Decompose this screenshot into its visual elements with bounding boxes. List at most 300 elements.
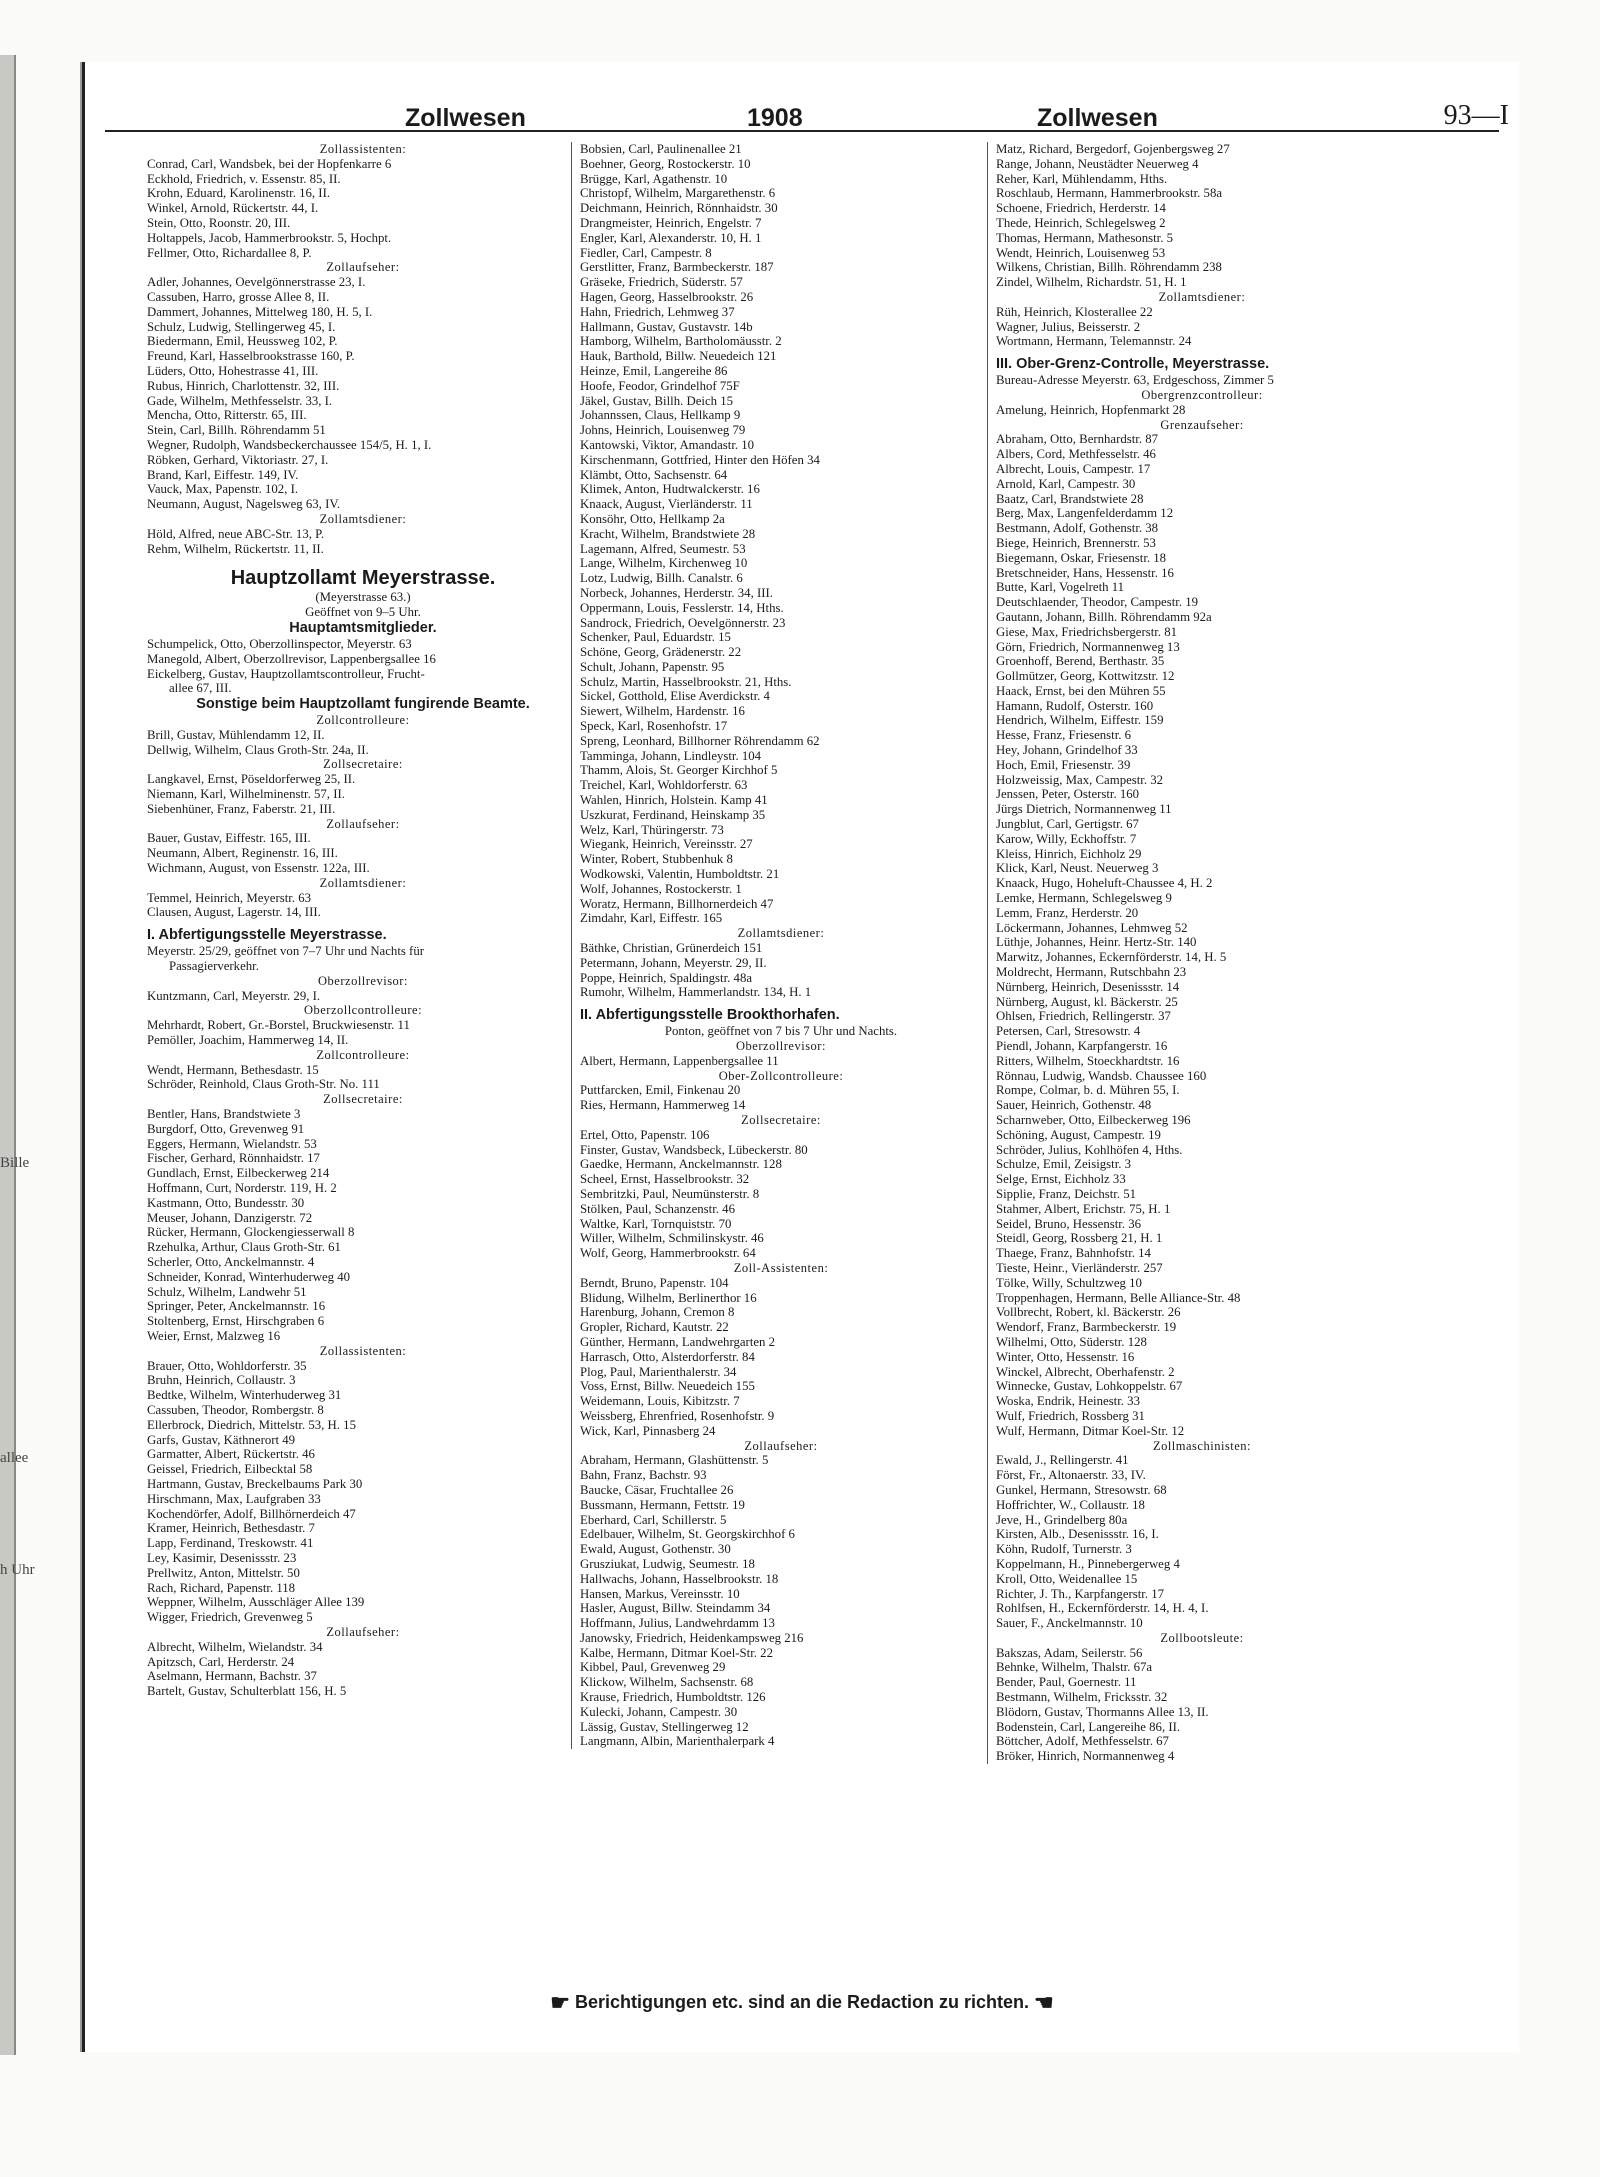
directory-entry: Richter, J. Th., Karpfangerstr. 17 — [996, 1586, 1165, 1601]
office-heading: Hauptzollamt Meyerstrasse. — [230, 567, 496, 590]
directory-entry: Bahn, Franz, Bachstr. 93 — [580, 1468, 707, 1483]
directory-entry: Sembritzki, Paul, Neumünsterstr. 8 — [580, 1186, 760, 1201]
directory-entry: Gautann, Johann, Billh. Röhrendamm 92a — [996, 609, 1212, 624]
office-note: Geöffnet von 9–5 Uhr. — [305, 605, 421, 620]
directory-entry: Jeve, H., Grindelberg 80a — [996, 1512, 1128, 1527]
directory-entry: Behnke, Wilhelm, Thalstr. 67a — [996, 1660, 1153, 1675]
section-subheading: Zollassistenten: — [319, 142, 407, 156]
directory-entry: Wulf, Hermann, Ditmar Koel-Str. 12 — [996, 1423, 1185, 1438]
directory-entry: Kramer, Heinrich, Bethesdastr. 7 — [147, 1521, 315, 1536]
directory-entry: Klimek, Anton, Hudtwalckerstr. 16 — [580, 482, 760, 497]
directory-entry: Bureau-Adresse Meyerstr. 63, Erdgeschoss, Zimmer 5 — [996, 373, 1274, 388]
directory-entry: Piendl, Johann, Karpfangerstr. 16 — [996, 1039, 1168, 1054]
directory-entry: Schröder, Julius, Kohlhöfen 4, Hths. — [996, 1142, 1183, 1157]
directory-entry: Dammert, Johannes, Mittelweg 180, H. 5, I. — [147, 304, 373, 319]
directory-entry: Sickel, Gotthold, Elise Averdickstr. 4 — [580, 689, 770, 704]
directory-entry: Adler, Johannes, Oevelgönnerstrasse 23, I. — [147, 275, 366, 290]
footer-note — [85, 1990, 1519, 2016]
directory-entry: Bodenstein, Carl, Langereihe 86, II. — [996, 1719, 1181, 1734]
directory-entry: Wolf, Georg, Hammerbrookstr. 64 — [580, 1246, 756, 1261]
section-subheading: Ober-Zollcontrolleure: — [718, 1068, 844, 1083]
directory-entry: Berndt, Bruno, Papenstr. 104 — [580, 1275, 729, 1290]
directory-entry: Eickelberg, Gustav, Hauptzollamtscontrolleur, Frucht- — [147, 666, 425, 681]
directory-entry: Schöning, August, Campestr. 19 — [996, 1127, 1161, 1142]
directory-entry: Lapp, Ferdinand, Treskowstr. 41 — [147, 1536, 314, 1551]
directory-entry: Ellerbrock, Diedrich, Mittelstr. 53, H. 15 — [147, 1417, 356, 1432]
directory-entry: Johannssen, Claus, Hellkamp 9 — [580, 408, 741, 423]
directory-entry: Fischer, Gerhard, Rönnhaidstr. 17 — [147, 1151, 320, 1166]
directory-entry: Mehrhardt, Robert, Gr.-Borstel, Bruckwiesenstr. 11 — [147, 1018, 410, 1033]
directory-entry: Thomas, Hermann, Mathesonstr. 5 — [996, 230, 1173, 245]
directory-entry: Clausen, August, Lagerstr. 14, III. — [147, 905, 321, 920]
directory-entry: Langmann, Albin, Marienthalerpark 4 — [580, 1734, 775, 1749]
directory-entry: Sipplie, Franz, Deichstr. 51 — [996, 1186, 1137, 1201]
directory-entry: Knaack, August, Vierländerstr. 11 — [580, 497, 753, 512]
directory-entry: Troppenhagen, Hermann, Belle Alliance-Str. 48 — [996, 1290, 1241, 1305]
directory-entry: Wegner, Rudolph, Wandsbeckerchaussee 154/5, H. 1, I. — [147, 437, 432, 452]
directory-entry: Ritters, Wilhelm, Stoeckhardtstr. 16 — [996, 1053, 1180, 1068]
section-subheading: Zollamtsdiener: — [1158, 289, 1246, 304]
directory-entry: Lotz, Ludwig, Billh. Canalstr. 6 — [580, 571, 743, 586]
directory-entry: Rohlfsen, H., Eckernförderstr. 14, H. 4, I. — [996, 1601, 1209, 1616]
group-heading: Sonstige beim Hauptzollamt fungirende Beamte. — [196, 696, 530, 713]
directory-entry: Bedtke, Wilhelm, Winterhuderweg 31 — [147, 1388, 342, 1403]
directory-entry: Cassuben, Theodor, Rombergstr. 8 — [147, 1402, 324, 1417]
directory-entry: Schneider, Konrad, Winterhuderweg 40 — [147, 1269, 351, 1284]
directory-entry: Norbeck, Johannes, Herderstr. 34, III. — [580, 585, 773, 600]
directory-entry: Kantowski, Viktor, Amandastr. 10 — [580, 437, 755, 452]
directory-entry: Langkavel, Ernst, Pöseldorferweg 25, II. — [147, 772, 356, 787]
directory-entry: Amelung, Heinrich, Hopfenmarkt 28 — [996, 402, 1186, 417]
directory-entry: Kroll, Otto, Weidenallee 15 — [996, 1571, 1138, 1586]
directory-entry: Voss, Ernst, Billw. Neuedeich 155 — [580, 1379, 755, 1394]
directory-entry: Nürnberg, Heinrich, Desenissstr. 14 — [996, 979, 1180, 994]
directory-entry: Stein, Otto, Roonstr. 20, III. — [147, 215, 291, 230]
directory-entry: Ewald, J., Rellingerstr. 41 — [996, 1453, 1129, 1468]
directory-entry: Winter, Otto, Hessenstr. 16 — [996, 1349, 1135, 1364]
directory-entry: Stölken, Paul, Schanzenstr. 46 — [580, 1201, 735, 1216]
directory-entry: Brand, Karl, Eiffestr. 149, IV. — [147, 467, 299, 482]
section-subheading: Zollsecretaire: — [741, 1113, 821, 1127]
directory-entry: Moldrecht, Hermann, Rutschbahn 23 — [996, 965, 1187, 980]
directory-entry: Wigger, Friedrich, Grevenweg 5 — [147, 1610, 313, 1625]
directory-entry: Grusziukat, Ludwig, Seumestr. 18 — [580, 1556, 755, 1571]
directory-entry: Arnold, Karl, Campestr. 30 — [996, 476, 1136, 491]
directory-entry: Blödorn, Gustav, Thormanns Allee 13, II. — [996, 1704, 1209, 1719]
directory-entry: Gade, Wilhelm, Methfesselstr. 33, I. — [147, 393, 333, 408]
directory-entry: Thede, Heinrich, Schlegelsweg 2 — [996, 215, 1166, 230]
directory-entry: Hallwachs, Johann, Hasselbrookstr. 18 — [580, 1571, 779, 1586]
section-subheading: Zollaufseher: — [326, 816, 400, 831]
column-1 — [147, 142, 579, 1699]
directory-entry: Röbken, Gerhard, Viktoriastr. 27, I. — [147, 452, 329, 467]
directory-entry: Ertel, Otto, Papenstr. 106 — [580, 1127, 710, 1142]
directory-entry: Weissberg, Ehrenfried, Rosenhofstr. 9 — [580, 1408, 775, 1423]
directory-entry: Baucke, Cäsar, Fruchtallee 26 — [580, 1482, 734, 1497]
directory-entry: Thamm, Alois, St. Georger Kirchhof 5 — [580, 763, 778, 778]
directory-entry: Karow, Willy, Eckhoffstr. 7 — [996, 831, 1137, 846]
directory-entry: Janowsky, Friedrich, Heidenkampsweg 216 — [580, 1630, 804, 1645]
directory-entry: Sauer, Heinrich, Gothenstr. 48 — [996, 1098, 1152, 1113]
directory-entry: Ewald, August, Gothenstr. 30 — [580, 1542, 731, 1557]
header-year: 1908 — [747, 104, 803, 132]
directory-entry: Marwitz, Johannes, Eckernförderstr. 14, H. 5 — [996, 950, 1227, 965]
section-subheading: Zollsecretaire: — [323, 1092, 403, 1107]
directory-entry: Schulz, Martin, Hasselbrookstr. 21, Hths. — [580, 674, 792, 689]
directory-entry: Baatz, Carl, Brandstwiete 28 — [996, 491, 1144, 506]
section-subheading: Zollamtsdiener: — [737, 926, 825, 941]
directory-entry: Brügge, Karl, Agathenstr. 10 — [580, 171, 728, 186]
directory-entry: Manegold, Albert, Oberzollrevisor, Lappenbergsallee 16 — [147, 651, 436, 666]
directory-entry: Range, Johann, Neustädter Neuerweg 4 — [996, 156, 1199, 171]
directory-entry: Blidung, Wilhelm, Berlinerthor 16 — [580, 1290, 757, 1305]
directory-entry: Lemm, Franz, Herderstr. 20 — [996, 905, 1139, 920]
directory-entry: Stein, Carl, Billh. Röhrendamm 51 — [147, 423, 326, 438]
directory-entry: Bruhn, Heinrich, Collaustr. 3 — [147, 1373, 296, 1388]
directory-entry: Tölke, Willy, Schultzweg 10 — [996, 1275, 1142, 1290]
directory-entry: Woska, Endrik, Heinestr. 33 — [996, 1394, 1140, 1409]
directory-entry: Waltke, Karl, Tornquiststr. 70 — [580, 1216, 732, 1231]
directory-entry: Apitzsch, Carl, Herderstr. 24 — [147, 1654, 295, 1669]
directory-entry: Prellwitz, Anton, Mittelstr. 50 — [147, 1565, 300, 1580]
footer-text: Berichtigungen etc. sind an die Redaction zu richten. — [574, 1991, 1030, 2012]
directory-entry: Haack, Ernst, bei den Mühren 55 — [996, 683, 1166, 698]
directory-entry: Kuntzmann, Carl, Meyerstr. 29, I. — [147, 988, 321, 1003]
directory-entry: Meuser, Johann, Danzigerstr. 72 — [147, 1210, 313, 1225]
directory-entry: Mencha, Otto, Ritterstr. 65, III. — [147, 408, 307, 423]
directory-entry: Winkel, Arnold, Rückertstr. 44, I. — [147, 201, 319, 216]
section-subheading: Oberzollrevisor: — [736, 1039, 826, 1054]
directory-entry: Hesse, Franz, Friesenstr. 6 — [996, 728, 1132, 743]
directory-entry: Brauer, Otto, Wohldorferstr. 35 — [147, 1358, 307, 1373]
directory-entry: Hartmann, Gustav, Breckelbaums Park 30 — [147, 1476, 363, 1491]
directory-entry: Kulecki, Johann, Campestr. 30 — [580, 1704, 738, 1719]
directory-entry: Hamann, Rudolf, Osterstr. 160 — [996, 698, 1154, 713]
directory-entry: Schoene, Friedrich, Herderstr. 14 — [996, 201, 1166, 216]
directory-entry: Lemke, Hermann, Schlegelsweg 9 — [996, 891, 1172, 906]
directory-entry: Gropler, Richard, Kautstr. 22 — [580, 1320, 729, 1335]
directory-entry: Gundlach, Ernst, Eilbeckerweg 214 — [147, 1166, 330, 1181]
directory-entry: Wendt, Heinrich, Louisenweg 53 — [996, 245, 1166, 260]
directory-entry: Rach, Richard, Papenstr. 118 — [147, 1580, 296, 1595]
directory-entry: Hoch, Emil, Friesenstr. 39 — [996, 757, 1131, 772]
directory-entry: Garmatter, Albert, Rückertstr. 46 — [147, 1447, 315, 1462]
directory-entry: Rönnau, Ludwig, Wandsb. Chaussee 160 — [996, 1068, 1207, 1083]
directory-entry: Hamborg, Wilhelm, Bartholomäusstr. 2 — [580, 334, 782, 349]
directory-entry: Winnecke, Gustav, Lohkoppelstr. 67 — [996, 1379, 1183, 1394]
directory-entry: allee 67, III. — [169, 681, 232, 696]
group-heading: Hauptamtsmitglieder. — [289, 619, 437, 636]
directory-entry: Niemann, Karl, Wilhelminenstr. 57, II. — [147, 787, 345, 802]
section-subheading: Zollassistenten: — [319, 1343, 407, 1358]
directory-entry: Bussmann, Hermann, Fettstr. 19 — [580, 1497, 745, 1512]
directory-entry: Seidel, Bruno, Hessenstr. 36 — [996, 1216, 1142, 1231]
directory-entry: Scheel, Ernst, Hasselbrookstr. 32 — [580, 1172, 750, 1187]
directory-entry: Wendorf, Franz, Barmbeckerstr. 19 — [996, 1320, 1177, 1335]
directory-entry: Kochendörfer, Adolf, Billhörnerdeich 47 — [147, 1506, 356, 1521]
directory-entry: Treichel, Karl, Wohldorferstr. 63 — [580, 778, 748, 793]
directory-entry: Nürnberg, August, kl. Bäckerstr. 25 — [996, 994, 1178, 1009]
directory-entry: Hoffmann, Julius, Landwehrdamm 13 — [580, 1616, 775, 1631]
directory-entry: Rubus, Hinrich, Charlottenstr. 32, III. — [147, 378, 340, 393]
directory-entry: Gerstlitter, Franz, Barmbeckerstr. 187 — [580, 260, 774, 275]
pointing-hand-icon: ☛ — [550, 1990, 570, 2015]
directory-entry: Wendt, Hermann, Bethesdastr. 15 — [147, 1062, 319, 1077]
directory-entry: Drangmeister, Heinrich, Engelstr. 7 — [580, 215, 762, 230]
directory-entry: Eggers, Hermann, Wielandstr. 53 — [147, 1136, 317, 1151]
directory-entry: Biege, Heinrich, Brennerstr. 53 — [996, 535, 1156, 550]
directory-entry: Knaack, Hugo, Hoheluft-Chaussee 4, H. 2 — [996, 876, 1213, 891]
directory-entry: Uszkurat, Ferdinand, Heinskamp 35 — [580, 807, 766, 822]
header-rule — [105, 130, 1499, 132]
directory-entry: Hagen, Georg, Hasselbrookstr. 26 — [580, 289, 754, 304]
directory-entry: Zindel, Wilhelm, Richardstr. 51, H. 1 — [996, 275, 1187, 290]
section-subheading: Grenzaufseher: — [1160, 417, 1244, 432]
directory-entry: Scharnweber, Otto, Eilbeckerweg 196 — [996, 1113, 1191, 1127]
directory-entry: Rücker, Hermann, Glockengiesserwall 8 — [147, 1225, 355, 1240]
directory-page — [82, 62, 1519, 2052]
directory-entry: Bestmann, Wilhelm, Fricksstr. 32 — [996, 1690, 1168, 1705]
section-subheading: Zoll-Assistenten: — [733, 1260, 829, 1275]
directory-entry: Engler, Karl, Alexanderstr. 10, H. 1 — [580, 230, 762, 245]
directory-entry: Bartelt, Gustav, Schulterblatt 156, H. 5 — [147, 1684, 347, 1699]
directory-entry: Kleiss, Hinrich, Eichholz 29 — [996, 846, 1142, 861]
directory-entry: Wichmann, August, von Essenstr. 122a, III. — [147, 861, 370, 876]
directory-entry: Meyerstr. 25/29, geöffnet von 7–7 Uhr und Nachts für — [147, 944, 424, 959]
directory-entry: Schenker, Paul, Eduardstr. 15 — [580, 630, 731, 645]
directory-entry: Freund, Karl, Hasselbrookstrasse 160, P. — [147, 349, 355, 364]
directory-entry: Hasler, August, Billw. Steindamm 34 — [580, 1601, 771, 1616]
directory-entry: Petermann, Johann, Meyerstr. 29, II. — [580, 955, 767, 970]
directory-entry: Harrasch, Otto, Alsterdorferstr. 84 — [580, 1349, 755, 1364]
page-header — [85, 82, 1519, 142]
directory-entry: Rompe, Colmar, b. d. Mühren 55, I. — [996, 1083, 1180, 1098]
directory-entry: Passagierverkehr. — [169, 959, 259, 974]
directory-entry: Pemöller, Joachim, Hammerweg 14, II. — [147, 1033, 349, 1048]
directory-entry: Schulz, Ludwig, Stellingerweg 45, I. — [147, 319, 336, 334]
directory-entry: Bretschneider, Hans, Hessenstr. 16 — [996, 565, 1174, 580]
directory-entry: Kirschenmann, Gottfried, Hinter den Höfen 34 — [580, 452, 820, 467]
directory-entry: Lüders, Otto, Hohestrasse 41, III. — [147, 363, 319, 378]
directory-entry: Poppe, Heinrich, Spaldingstr. 48a — [580, 970, 753, 985]
station-heading: III. Ober-Grenz-Controlle, Meyerstrasse. — [996, 356, 1270, 373]
section-subheading: Zollaufseher: — [326, 260, 400, 275]
directory-entry: Geissel, Friedrich, Eilbecktal 58 — [147, 1462, 313, 1477]
directory-entry: Wiegank, Heinrich, Vereinsstr. 27 — [580, 837, 753, 852]
directory-entry: Hoffrichter, W., Collaustr. 18 — [996, 1497, 1145, 1512]
directory-entry: Wagner, Julius, Beisserstr. 2 — [996, 319, 1141, 334]
directory-entry: Höld, Alfred, neue ABC-Str. 13, P. — [147, 526, 325, 541]
directory-entry: Boehner, Georg, Rostockerstr. 10 — [580, 156, 751, 171]
section-subheading: Zollaufseher: — [326, 1624, 400, 1639]
section-subheading: Zollcontrolleure: — [316, 1047, 410, 1062]
directory-entry: Abraham, Hermann, Glashüttenstr. 5 — [580, 1453, 769, 1468]
directory-entry: Sauer, F., Anckelmannstr. 10 — [996, 1616, 1143, 1631]
directory-entry: Groenhoff, Berend, Berthastr. 35 — [996, 654, 1165, 669]
section-subheading: Zollcontrolleure: — [316, 713, 410, 728]
directory-entry: Albers, Cord, Methfesselstr. 46 — [996, 447, 1156, 462]
directory-entry: Hoofe, Feodor, Grindelhof 75F — [580, 378, 740, 393]
directory-entry: Aselmann, Hermann, Bachstr. 37 — [147, 1669, 317, 1684]
directory-entry: Woratz, Hermann, Billhornerdeich 47 — [580, 896, 774, 911]
directory-entry: Tamminga, Johann, Lindleystr. 104 — [580, 748, 762, 763]
directory-entry: Bentler, Hans, Brandstwiete 3 — [147, 1107, 301, 1122]
directory-entry: Willer, Wilhelm, Schmilinskystr. 46 — [580, 1231, 764, 1246]
section-subheading: Oberzollcontrolleure: — [303, 1003, 423, 1018]
directory-entry: Holzweissig, Max, Campestr. 32 — [996, 772, 1164, 787]
directory-entry: Hirschmann, Max, Laufgraben 33 — [147, 1491, 321, 1506]
directory-entry: Schulze, Emil, Zeisigstr. 3 — [996, 1157, 1132, 1172]
directory-entry: Eberhard, Carl, Schillerstr. 5 — [580, 1512, 727, 1527]
section-subheading: Oberzollrevisor: — [318, 973, 408, 988]
directory-entry: Biedermann, Emil, Heussweg 102, P. — [147, 334, 338, 349]
section-subheading: Zollamtsdiener: — [319, 875, 407, 890]
directory-entry: Jürgs Dietrich, Normannenweg 11 — [996, 802, 1172, 817]
header-right-title: Zollwesen — [1037, 104, 1158, 132]
directory-entry: Giese, Max, Friedrichsbergerstr. 81 — [996, 624, 1178, 639]
directory-entry: Gunkel, Hermann, Stresowstr. 68 — [996, 1482, 1167, 1497]
directory-entry: Johns, Heinrich, Louisenweg 79 — [580, 423, 746, 438]
directory-entry: Böttcher, Adolf, Methfesselstr. 67 — [996, 1734, 1169, 1749]
directory-entry: Sandrock, Friedrich, Oevelgönnerstr. 23 — [580, 615, 786, 630]
directory-entry: Edelbauer, Wilhelm, St. Georgskirchhof 6 — [580, 1527, 795, 1542]
directory-entry: Bender, Paul, Goernestr. 11 — [996, 1675, 1137, 1690]
directory-entry: Wahlen, Hinrich, Holstein. Kamp 41 — [580, 793, 768, 808]
directory-entry: Weidemann, Louis, Kibitzstr. 7 — [580, 1394, 740, 1409]
directory-entry: Holtappels, Jacob, Hammerbrookstr. 5, Hochpt. — [147, 230, 392, 245]
directory-entry: Temmel, Heinrich, Meyerstr. 63 — [147, 890, 311, 905]
directory-entry: Görn, Friedrich, Normannenweg 13 — [996, 639, 1180, 654]
directory-entry: Butte, Karl, Vogelreth 11 — [996, 580, 1125, 595]
directory-entry: Ries, Hermann, Hammerweg 14 — [580, 1098, 746, 1113]
station-heading: I. Abfertigungsstelle Meyerstrasse. — [147, 927, 387, 944]
directory-entry: Christopf, Wilhelm, Margarethenstr. 6 — [580, 186, 776, 201]
directory-entry: Steidl, Georg, Rossberg 21, H. 1 — [996, 1231, 1163, 1246]
directory-entry: Albert, Hermann, Lappenbergsallee 11 — [580, 1053, 779, 1068]
directory-entry: Cassuben, Harro, grosse Allee 8, II. — [147, 289, 330, 304]
directory-entry: Garfs, Gustav, Käthnerort 49 — [147, 1432, 296, 1447]
directory-entry: Spreng, Leonhard, Billhorner Röhrendamm 62 — [580, 733, 820, 748]
directory-entry: Oppermann, Louis, Fesslerstr. 14, Hths. — [580, 600, 784, 615]
header-left-title: Zollwesen — [405, 104, 526, 132]
directory-entry: Conrad, Carl, Wandsbek, bei der Hopfenkarre 6 — [147, 156, 392, 171]
directory-entry: Fellmer, Otto, Richardallee 8, P. — [147, 245, 312, 260]
directory-entry: Gollmützer, Georg, Kottwitzstr. 12 — [996, 669, 1175, 684]
directory-entry: Bäthke, Christian, Grünerdeich 151 — [580, 941, 763, 956]
office-note: (Meyerstrasse 63.) — [315, 590, 411, 605]
directory-entry: Wulf, Friedrich, Rossberg 31 — [996, 1408, 1145, 1423]
office-note: Ponton, geöffnet von 7 bis 7 Uhr und Nachts. — [664, 1024, 898, 1039]
directory-entry: Stahmer, Albert, Erichstr. 75, H. 1 — [996, 1201, 1171, 1216]
directory-entry: Kalbe, Hermann, Ditmar Koel-Str. 22 — [580, 1645, 773, 1660]
directory-entry: Brill, Gustav, Mühlendamm 12, II. — [147, 727, 325, 742]
directory-entry: Bestmann, Adolf, Gothenstr. 38 — [996, 521, 1159, 536]
directory-entry: Burgdorf, Otto, Grevenweg 91 — [147, 1121, 305, 1136]
directory-entry: Winckel, Albrecht, Oberhafenstr. 2 — [996, 1364, 1175, 1379]
directory-entry: Wortmann, Hermann, Telemannstr. 24 — [996, 334, 1192, 349]
directory-entry: Speck, Karl, Rosenhofstr. 17 — [580, 719, 728, 734]
directory-entry: Springer, Peter, Anckelmannstr. 16 — [147, 1299, 326, 1314]
column-3 — [987, 142, 1408, 1764]
prev-page-fragment: allee — [0, 1450, 29, 1466]
directory-entry: Albrecht, Wilhelm, Wielandstr. 34 — [147, 1639, 323, 1654]
directory-entry: Schulz, Wilhelm, Landwehr 51 — [147, 1284, 307, 1299]
directory-entry: Hansen, Markus, Vereinsstr. 10 — [580, 1586, 740, 1601]
directory-entry: Abraham, Otto, Bernhardstr. 87 — [996, 432, 1159, 447]
directory-entry: Wilhelmi, Otto, Süderstr. 128 — [996, 1334, 1147, 1349]
directory-entry: Vollbrecht, Robert, kl. Bäckerstr. 26 — [996, 1305, 1181, 1320]
section-subheading: Zollmaschinisten: — [1152, 1438, 1252, 1453]
directory-entry: Hendrich, Wilhelm, Eiffestr. 159 — [996, 713, 1164, 728]
directory-entry: Puttfarcken, Emil, Finkenau 20 — [580, 1083, 741, 1098]
directory-entry: Reher, Karl, Mühlendamm, Hths. — [996, 171, 1168, 186]
directory-entry: Deichmann, Heinrich, Rönnhaidstr. 30 — [580, 201, 778, 216]
directory-entry: Schröder, Reinhold, Claus Groth-Str. No. 111 — [147, 1077, 380, 1092]
directory-entry: Kirsten, Alb., Desenissstr. 16, I. — [996, 1527, 1159, 1542]
prev-page-fragment: h Uhr — [0, 1562, 35, 1578]
section-subheading: Zollsecretaire: — [323, 757, 403, 772]
directory-entry: Weier, Ernst, Malzweg 16 — [147, 1328, 281, 1343]
directory-entry: Wolf, Johannes, Rostockerstr. 1 — [580, 881, 742, 896]
directory-entry: Bakszas, Adam, Seilerstr. 56 — [996, 1645, 1143, 1660]
directory-entry: Albrecht, Louis, Campestr. 17 — [996, 461, 1151, 476]
directory-entry: Neumann, August, Nagelsweg 63, IV. — [147, 497, 341, 512]
directory-entry: Löckermann, Johannes, Lehmweg 52 — [996, 920, 1188, 935]
directory-entry: Selge, Ernst, Eichholz 33 — [996, 1172, 1126, 1187]
directory-entry: Berg, Max, Langenfelderdamm 12 — [996, 506, 1174, 521]
directory-entry: Eckhold, Friedrich, v. Essenstr. 85, II. — [147, 171, 341, 186]
directory-entry: Jäkel, Gustav, Billh. Deich 15 — [580, 393, 734, 408]
directory-entry: Schöne, Georg, Grädenerstr. 22 — [580, 645, 742, 660]
directory-entry: Jungblut, Carl, Gertigstr. 67 — [996, 817, 1139, 832]
directory-entry: Siewert, Wilhelm, Hardenstr. 16 — [580, 704, 745, 719]
previous-page-edge — [0, 55, 16, 2055]
prev-page-fragment: Bille — [0, 1155, 30, 1171]
directory-entry: Harenburg, Johann, Cremon 8 — [580, 1305, 735, 1320]
directory-entry: Wilkens, Christian, Billh. Röhrendamm 238 — [996, 260, 1222, 275]
directory-entry: Klick, Karl, Neust. Neuerweg 3 — [996, 861, 1159, 876]
directory-entry: Roschlaub, Hermann, Hammerbrookstr. 58a — [996, 186, 1223, 201]
directory-entry: Bröker, Hinrich, Normannenweg 4 — [996, 1749, 1175, 1764]
directory-entry: Finster, Gustav, Wandsbeck, Lübeckerstr. 80 — [580, 1142, 808, 1157]
directory-entry: Lange, Wilhelm, Kirchenweg 10 — [580, 556, 748, 571]
directory-entry: Först, Fr., Altonaerstr. 33, IV. — [996, 1468, 1146, 1483]
directory-entry: Rzehulka, Arthur, Claus Groth-Str. 61 — [147, 1240, 341, 1255]
directory-entry: Bobsien, Carl, Paulinenallee 21 — [580, 142, 742, 156]
directory-entry: Hauk, Barthold, Billw. Neuedeich 121 — [580, 349, 777, 364]
directory-entry: Rüh, Heinrich, Klosterallee 22 — [996, 304, 1153, 319]
directory-entry: Zimdahr, Karl, Eiffestr. 165 — [580, 911, 723, 926]
section-subheading: Zollbootsleute: — [1160, 1630, 1244, 1645]
directory-entry: Biegemann, Oskar, Friesenstr. 18 — [996, 550, 1167, 565]
directory-entry: Winter, Robert, Stubbenhuk 8 — [580, 852, 733, 867]
directory-entry: Welz, Karl, Thüringerstr. 73 — [580, 822, 724, 837]
directory-entry: Rumohr, Wilhelm, Hammerlandstr. 134, H. 1 — [580, 985, 812, 1000]
directory-entry: Deutschlaender, Theodor, Campestr. 19 — [996, 595, 1199, 610]
directory-entry: Lagemann, Alfred, Seumestr. 53 — [580, 541, 746, 556]
directory-entry: Klämbt, Otto, Sachsenstr. 64 — [580, 467, 728, 482]
directory-entry: Plog, Paul, Marienthalerstr. 34 — [580, 1364, 737, 1379]
directory-entry: Weppner, Wilhelm, Ausschläger Allee 139 — [147, 1595, 365, 1610]
directory-entry: Hoffmann, Curt, Norderstr. 119, H. 2 — [147, 1181, 337, 1195]
directory-entry: Kastmann, Otto, Bundesstr. 30 — [147, 1195, 305, 1210]
directory-entry: Hahn, Friedrich, Lehmweg 37 — [580, 304, 735, 319]
column-2 — [571, 142, 982, 1749]
directory-entry: Koppelmann, H., Pinnebergerweg 4 — [996, 1556, 1180, 1571]
directory-entry: Gräseke, Friedrich, Süderstr. 57 — [580, 275, 743, 290]
directory-entry: Fiedler, Carl, Campestr. 8 — [580, 245, 712, 260]
directory-entry: Tieste, Heinr., Vierländerstr. 257 — [996, 1260, 1163, 1275]
